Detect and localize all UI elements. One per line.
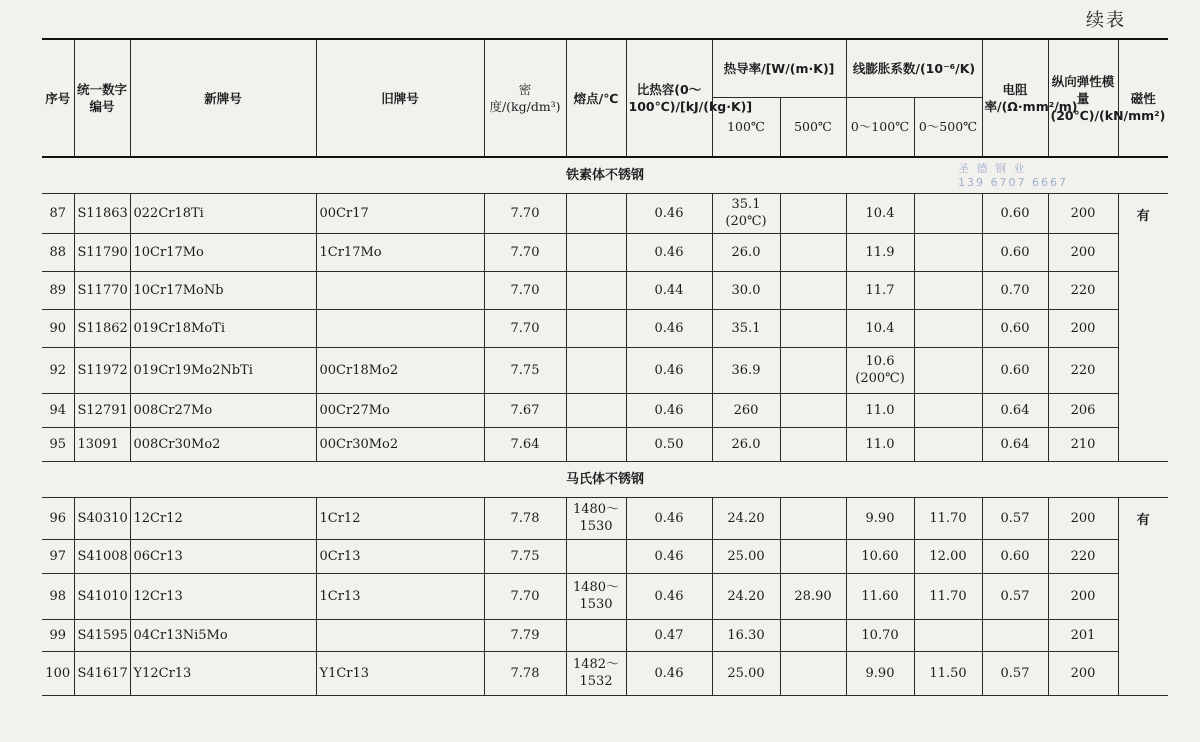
resistivity-cell: 0.60 (982, 347, 1048, 393)
table-row (42, 309, 1168, 347)
exp-100-cell: 11.0 (846, 427, 914, 461)
tc-500-cell (780, 539, 846, 573)
table-row (42, 347, 1168, 393)
new-grade-cell: 04Cr13Ni5Mo (130, 619, 316, 651)
tc-500-cell (780, 651, 846, 695)
code-cell: S12791 (74, 393, 130, 427)
code-cell: S41617 (74, 651, 130, 695)
tc-500-cell: 28.90 (780, 573, 846, 619)
seq-cell: 96 (42, 497, 74, 539)
specific-heat-cell: 0.46 (626, 393, 712, 427)
tc-100-cell: 26.0 (712, 233, 780, 271)
specific-heat-cell: 0.46 (626, 347, 712, 393)
tc-500-cell (780, 271, 846, 309)
exp-100-cell: 10.60 (846, 539, 914, 573)
seq-cell: 98 (42, 573, 74, 619)
header-thermal-conductivity: 热导率/[W/(m·K)] (712, 39, 846, 97)
melting-point-cell: 1480～ 1530 (566, 497, 626, 539)
tc-100-cell: 24.20 (712, 573, 780, 619)
modulus-cell: 200 (1048, 233, 1118, 271)
specific-heat-cell: 0.46 (626, 233, 712, 271)
exp-500-cell: 11.70 (914, 573, 982, 619)
melting-point-cell (566, 393, 626, 427)
seq-cell: 89 (42, 271, 74, 309)
exp-100-cell: 10.4 (846, 193, 914, 233)
seq-cell: 97 (42, 539, 74, 573)
old-grade-cell: 00Cr30Mo2 (316, 427, 484, 461)
section-title: 铁素体不锈钢 (42, 157, 1168, 193)
density-cell: 7.79 (484, 619, 566, 651)
modulus-cell: 200 (1048, 651, 1118, 695)
resistivity-cell: 0.57 (982, 573, 1048, 619)
melting-point-cell (566, 427, 626, 461)
old-grade-cell: 1Cr17Mo (316, 233, 484, 271)
header-density: 密度/(kg/dm³) (484, 39, 566, 157)
density-cell: 7.64 (484, 427, 566, 461)
density-cell: 7.70 (484, 271, 566, 309)
melting-point-cell: 1482～ 1532 (566, 651, 626, 695)
header-elastic-modulus: 纵向弹性模量(20℃)/(kN/mm²) (1048, 39, 1118, 157)
old-grade-cell: 0Cr13 (316, 539, 484, 573)
tc-100-cell: 26.0 (712, 427, 780, 461)
old-grade-cell: 1Cr12 (316, 497, 484, 539)
new-grade-cell: 10Cr17Mo (130, 233, 316, 271)
seq-cell: 100 (42, 651, 74, 695)
modulus-cell: 206 (1048, 393, 1118, 427)
resistivity-cell: 0.64 (982, 393, 1048, 427)
code-cell: S11972 (74, 347, 130, 393)
specific-heat-cell: 0.50 (626, 427, 712, 461)
modulus-cell: 200 (1048, 497, 1118, 539)
tc-100-cell: 260 (712, 393, 780, 427)
melting-point-cell: 1480～ 1530 (566, 573, 626, 619)
melting-point-cell (566, 193, 626, 233)
code-cell: S11770 (74, 271, 130, 309)
exp-500-cell: 11.50 (914, 651, 982, 695)
code-cell: S41008 (74, 539, 130, 573)
specific-heat-cell: 0.46 (626, 651, 712, 695)
density-cell: 7.70 (484, 309, 566, 347)
tc-500-cell (780, 193, 846, 233)
seq-cell: 90 (42, 309, 74, 347)
exp-500-cell (914, 393, 982, 427)
tc-500-cell (780, 233, 846, 271)
exp-500-cell: 12.00 (914, 539, 982, 573)
seq-cell: 99 (42, 619, 74, 651)
table-row (42, 573, 1168, 619)
seq-cell: 95 (42, 427, 74, 461)
header-tc-500: 500℃ (780, 97, 846, 157)
density-cell: 7.75 (484, 539, 566, 573)
header-unified-code: 统一数字编号 (74, 39, 130, 157)
header-seq: 序号 (42, 39, 74, 157)
melting-point-cell (566, 271, 626, 309)
section-title: 马氏体不锈钢 (42, 461, 1168, 497)
code-cell: S40310 (74, 497, 130, 539)
tc-500-cell (780, 619, 846, 651)
specific-heat-cell: 0.44 (626, 271, 712, 309)
section-header-row (42, 461, 1168, 497)
resistivity-cell: 0.57 (982, 651, 1048, 695)
new-grade-cell: 008Cr27Mo (130, 393, 316, 427)
tc-500-cell (780, 393, 846, 427)
tc-100-cell: 25.00 (712, 539, 780, 573)
resistivity-cell: 0.60 (982, 233, 1048, 271)
exp-500-cell (914, 271, 982, 309)
resistivity-cell: 0.70 (982, 271, 1048, 309)
code-cell: S41010 (74, 573, 130, 619)
tc-100-cell: 36.9 (712, 347, 780, 393)
table-row (42, 427, 1168, 461)
melting-point-cell (566, 619, 626, 651)
tc-100-cell: 35.1 (712, 309, 780, 347)
exp-500-cell (914, 347, 982, 393)
table-body (42, 157, 1168, 695)
new-grade-cell: 022Cr18Ti (130, 193, 316, 233)
density-cell: 7.67 (484, 393, 566, 427)
new-grade-cell: 008Cr30Mo2 (130, 427, 316, 461)
magnetism-cell: 有 (1118, 193, 1168, 461)
tc-100-cell: 24.20 (712, 497, 780, 539)
old-grade-cell: 00Cr17 (316, 193, 484, 233)
header-magnetism: 磁性 (1118, 39, 1168, 157)
tc-500-cell (780, 347, 846, 393)
table-row (42, 497, 1168, 539)
melting-point-cell (566, 539, 626, 573)
new-grade-cell: 10Cr17MoNb (130, 271, 316, 309)
exp-500-cell (914, 309, 982, 347)
magnetism-cell: 有 (1118, 497, 1168, 695)
new-grade-cell: 12Cr12 (130, 497, 316, 539)
table-row (42, 619, 1168, 651)
tc-100-cell: 16.30 (712, 619, 780, 651)
density-cell: 7.75 (484, 347, 566, 393)
new-grade-cell: 12Cr13 (130, 573, 316, 619)
density-cell: 7.78 (484, 497, 566, 539)
header-resistivity: 电阻率/(Ω·mm²/m) (982, 39, 1048, 157)
density-cell: 7.78 (484, 651, 566, 695)
modulus-cell: 210 (1048, 427, 1118, 461)
seq-cell: 94 (42, 393, 74, 427)
steel-properties-table (42, 38, 1168, 696)
tc-100-cell: 25.00 (712, 651, 780, 695)
old-grade-cell (316, 271, 484, 309)
density-cell: 7.70 (484, 193, 566, 233)
tc-100-cell: 35.1 (20℃) (712, 193, 780, 233)
density-cell: 7.70 (484, 573, 566, 619)
old-grade-cell (316, 309, 484, 347)
old-grade-cell: Y1Cr13 (316, 651, 484, 695)
section-header-row (42, 157, 1168, 193)
table-row (42, 233, 1168, 271)
tc-500-cell (780, 427, 846, 461)
header-expansion: 线膨胀系数/(10⁻⁶/K) (846, 39, 982, 97)
modulus-cell: 200 (1048, 309, 1118, 347)
exp-100-cell: 11.9 (846, 233, 914, 271)
exp-500-cell (914, 233, 982, 271)
table-row (42, 271, 1168, 309)
seq-cell: 92 (42, 347, 74, 393)
resistivity-cell (982, 619, 1048, 651)
modulus-cell: 220 (1048, 271, 1118, 309)
new-grade-cell: 019Cr18MoTi (130, 309, 316, 347)
exp-100-cell: 11.60 (846, 573, 914, 619)
modulus-cell: 201 (1048, 619, 1118, 651)
header-old-grade: 旧牌号 (316, 39, 484, 157)
old-grade-cell: 00Cr27Mo (316, 393, 484, 427)
table-row (42, 539, 1168, 573)
old-grade-cell (316, 619, 484, 651)
new-grade-cell: 06Cr13 (130, 539, 316, 573)
resistivity-cell: 0.64 (982, 427, 1048, 461)
header-exp-500: 0～500℃ (914, 97, 982, 157)
header-new-grade: 新牌号 (130, 39, 316, 157)
seq-cell: 87 (42, 193, 74, 233)
modulus-cell: 220 (1048, 347, 1118, 393)
code-cell: 13091 (74, 427, 130, 461)
modulus-cell: 200 (1048, 573, 1118, 619)
resistivity-cell: 0.57 (982, 497, 1048, 539)
melting-point-cell (566, 347, 626, 393)
exp-500-cell: 11.70 (914, 497, 982, 539)
specific-heat-cell: 0.47 (626, 619, 712, 651)
density-cell: 7.70 (484, 233, 566, 271)
specific-heat-cell: 0.46 (626, 497, 712, 539)
tc-500-cell (780, 309, 846, 347)
header-melting-point: 熔点/℃ (566, 39, 626, 157)
header-specific-heat: 比热容(0～100℃)/[kJ/(kg·K)] (626, 39, 712, 157)
code-cell: S11790 (74, 233, 130, 271)
header-exp-100: 0～100℃ (846, 97, 914, 157)
seq-cell: 88 (42, 233, 74, 271)
modulus-cell: 200 (1048, 193, 1118, 233)
exp-100-cell: 11.7 (846, 271, 914, 309)
stamp-line-1: 圣 德 钢 业 (958, 162, 1027, 175)
resistivity-cell: 0.60 (982, 539, 1048, 573)
table-caption: 续表 (1086, 10, 1126, 31)
old-grade-cell: 00Cr18Mo2 (316, 347, 484, 393)
code-cell: S11863 (74, 193, 130, 233)
exp-500-cell (914, 193, 982, 233)
melting-point-cell (566, 233, 626, 271)
resistivity-cell: 0.60 (982, 193, 1048, 233)
table-row (42, 651, 1168, 695)
tc-100-cell: 30.0 (712, 271, 780, 309)
exp-100-cell: 10.6 (200℃) (846, 347, 914, 393)
tc-500-cell (780, 497, 846, 539)
old-grade-cell: 1Cr13 (316, 573, 484, 619)
exp-100-cell: 10.4 (846, 309, 914, 347)
modulus-cell: 220 (1048, 539, 1118, 573)
specific-heat-cell: 0.46 (626, 539, 712, 573)
header-tc-100: 100℃ (712, 97, 780, 157)
exp-100-cell: 11.0 (846, 393, 914, 427)
exp-500-cell (914, 427, 982, 461)
stamp-line-2: 139 6707 6667 (958, 176, 1068, 189)
new-grade-cell: Y12Cr13 (130, 651, 316, 695)
resistivity-cell: 0.60 (982, 309, 1048, 347)
new-grade-cell: 019Cr19Mo2NbTi (130, 347, 316, 393)
exp-100-cell: 9.90 (846, 651, 914, 695)
exp-100-cell: 10.70 (846, 619, 914, 651)
exp-100-cell: 9.90 (846, 497, 914, 539)
code-cell: S41595 (74, 619, 130, 651)
table-row (42, 193, 1168, 233)
exp-500-cell (914, 619, 982, 651)
table-row (42, 393, 1168, 427)
code-cell: S11862 (74, 309, 130, 347)
specific-heat-cell: 0.46 (626, 309, 712, 347)
specific-heat-cell: 0.46 (626, 573, 712, 619)
specific-heat-cell: 0.46 (626, 193, 712, 233)
melting-point-cell (566, 309, 626, 347)
